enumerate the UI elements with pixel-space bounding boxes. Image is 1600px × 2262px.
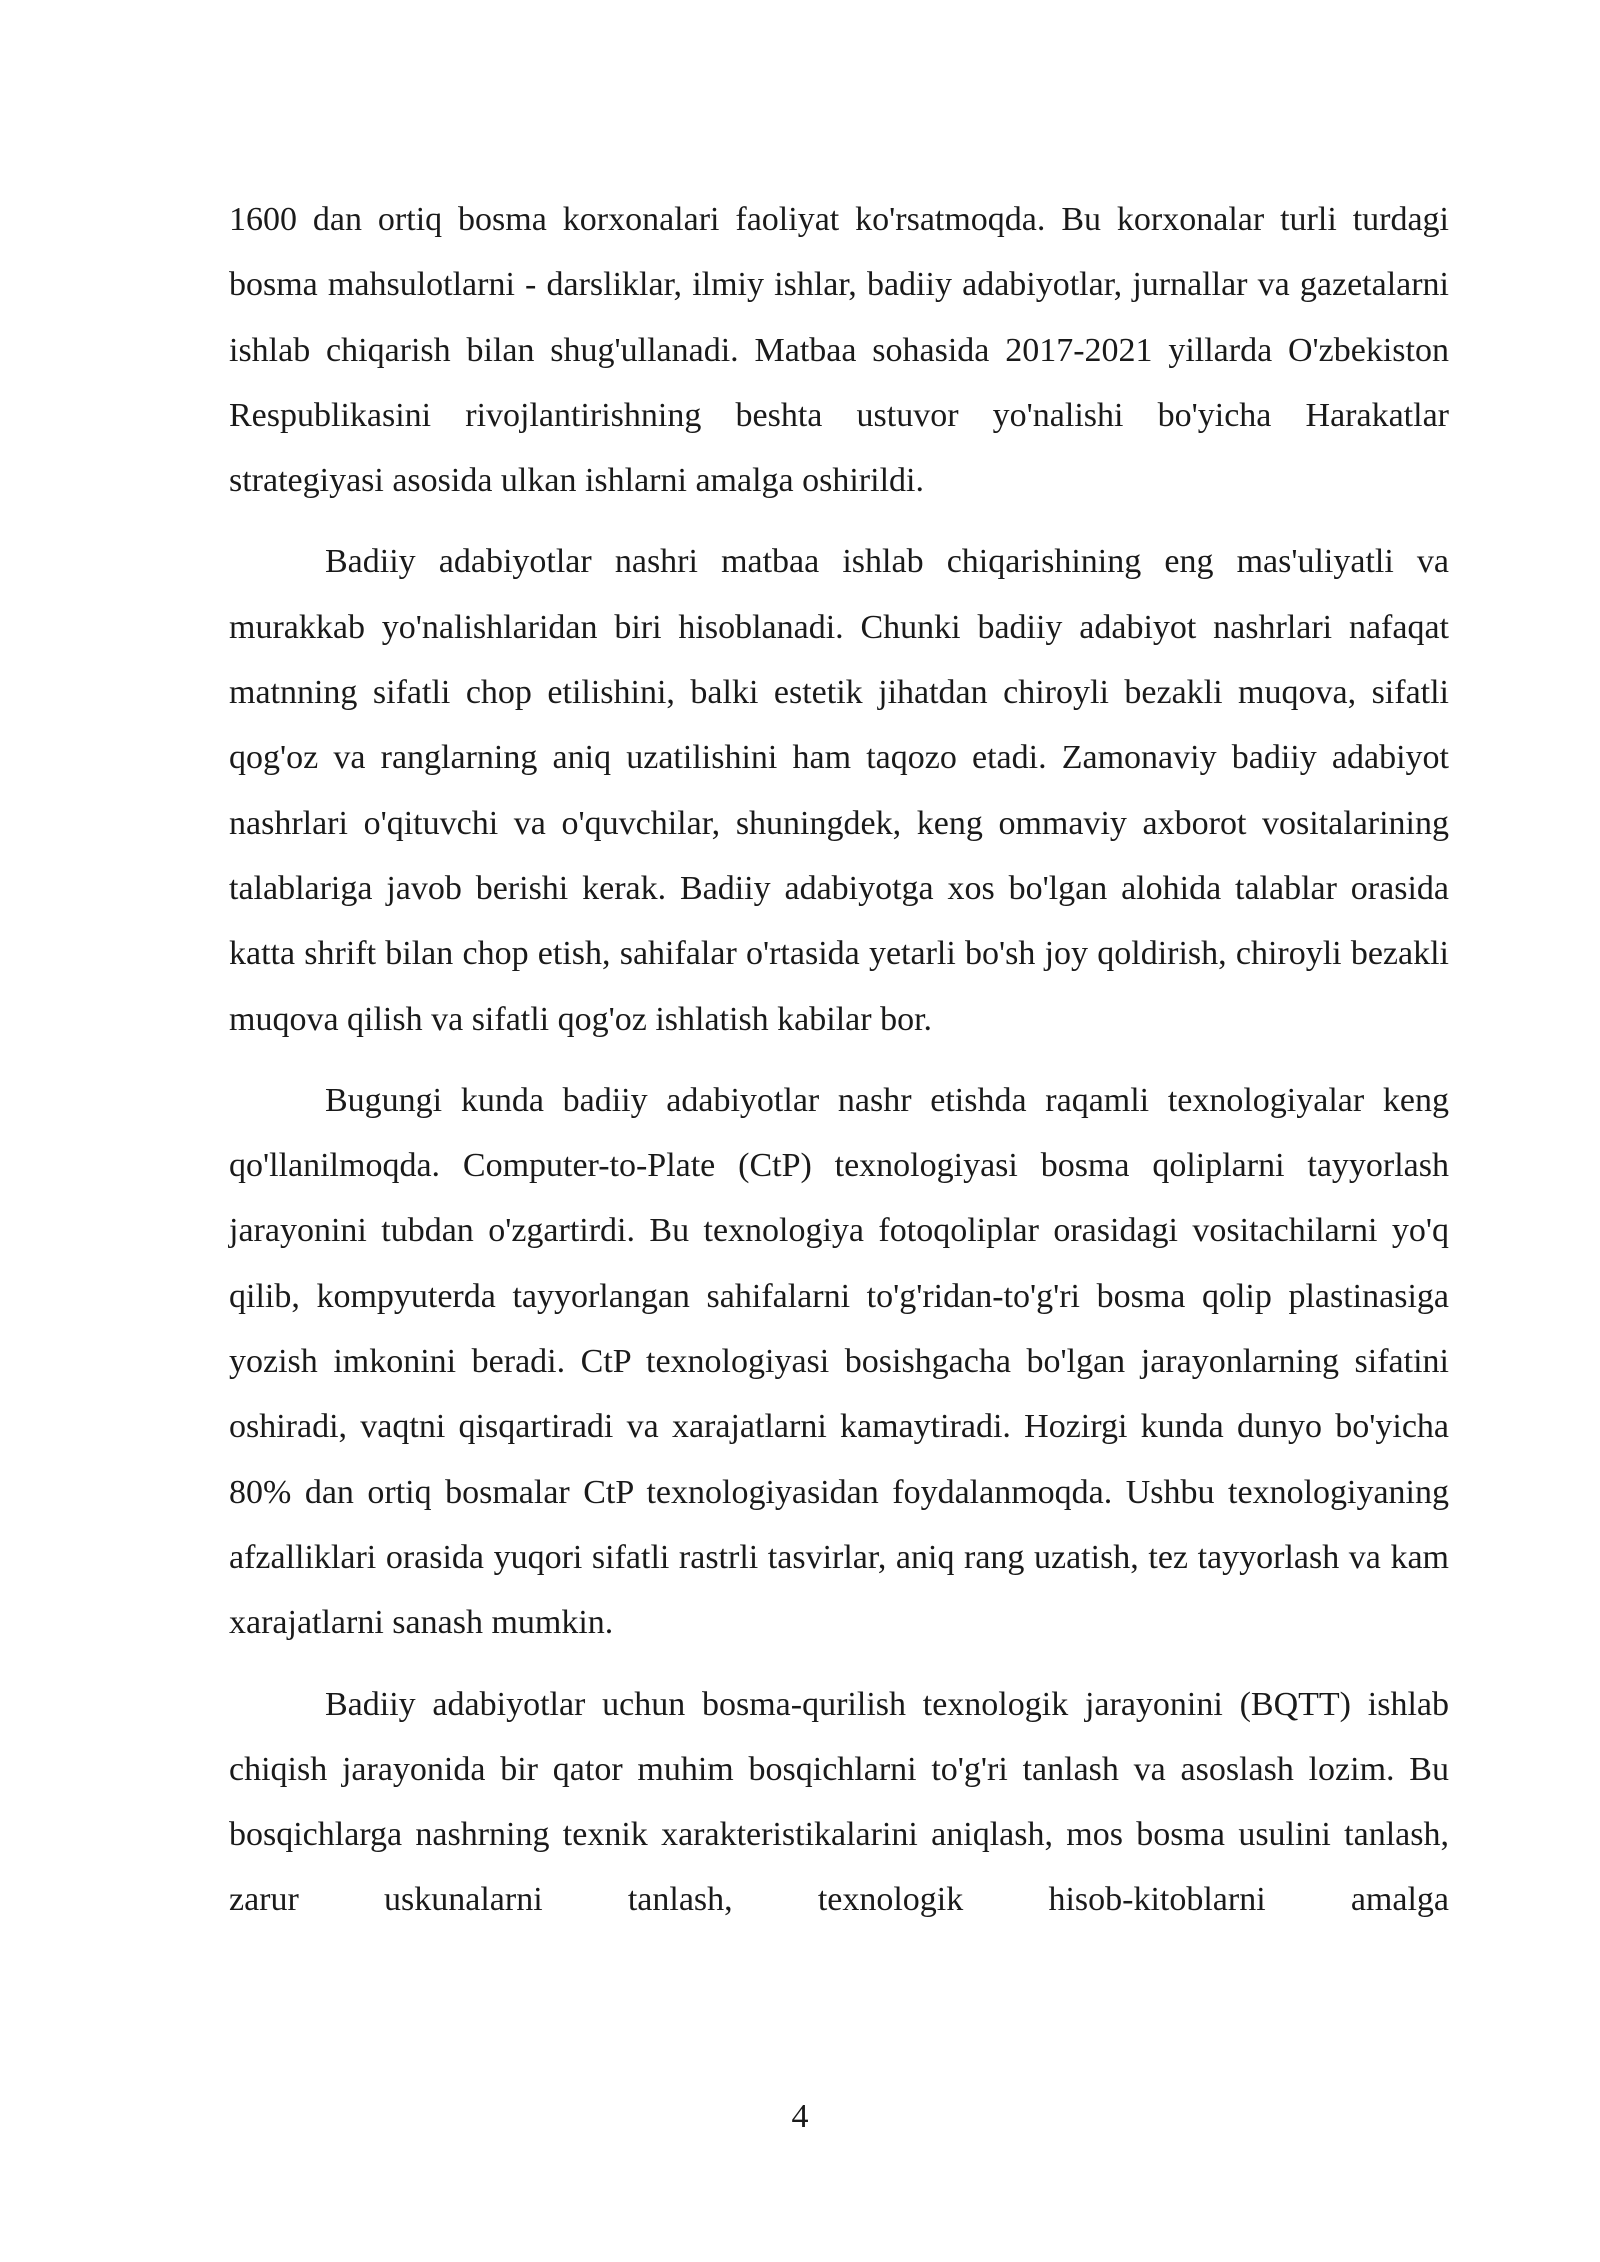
paragraph-3: Bugungi kunda badiiy adabiyotlar nashr etishda raqamli texnologiyalar keng qo'llanilmoqda. Computer-to-Plate (CtP) texnologiyasi bosma qoliplarni tayyorlash jarayonini tubdan o'zgartirdi. Bu texnologiya fotoqoliplar orasidagi vositachilarni yo'q qilib, kompyuterda tayyorlangan sahifalarni to'g'ridan-to'g'ri bosma qolip plastinasiga yozish imkonini beradi. CtP texnologiyasi bosishgacha bo'lgan jarayonlarning sifatini oshiradi, vaqtni qisqartiradi va xarajatlarni kamaytiradi. Hozirgi kunda dunyo bo'yicha 80% dan ortiq bosmalar CtP texnologiyasidan foydalanmoqda. Ushbu texnologiyaning afzalliklari orasida yuqori sifatli rastrli tasvirlar, aniq rang uzatish, tez tayyorlash va kam xarajatlarni sanash mumkin. [229,1081,1449,1642]
body-text [229,187,1449,1949]
paragraph-1: 1600 dan ortiq bosma korxonalari faoliyat ko'rsatmoqda. Bu korxonalar turli turdagi bosma mahsulotlarni - darsliklar, ilmiy ishlar, badiiy adabiyotlar, jurnallar va gazetalarni ishlab chiqarish bilan shug'ullanadi. Matbaa sohasida 2017-2021 yillarda O'zbekiston Respublikasini rivojlantirishning beshta ustuvor yo'nalishi bo'yicha Harakatlar strategiyasi asosida ulkan ishlarni amalga oshirildi. [229,201,1449,500]
page-number: 4 [791,2098,809,2135]
paragraph-4: Badiiy adabiyotlar uchun bosma-qurilish texnologik jarayonini (BQTT) ishlab chiqish jarayonida bir qator muhim bosqichlarni to'g'ri tanlash va asoslash lozim. Bu bosqichlarga nashrning texnik xarakteristikalarini aniqlash, mos bosma usulini tanlash, zarur uskunalarni tanlash, texnologik hisob-kitoblarni amalga [229,1685,1449,1919]
paragraph-2: Badiiy adabiyotlar nashri matbaa ishlab chiqarishining eng mas'uliyatli va murakkab yo'nalishlaridan biri hisoblanadi. Chunki badiiy adabiyot nashrlari nafaqat matnning sifatli chop etilishini, balki estetik jihatdan chiroyli bezakli muqova, sifatli qog'oz va ranglarning aniq uzatilishini ham taqozo etadi. Zamonaviy badiiy adabiyot nashrlari o'qituvchi va o'quvchilar, shuningdek, keng ommaviy axborot vositalarining talablariga javob berishi kerak. Badiiy adabiyotga xos bo'lgan alohida talablar orasida katta shrift bilan chop etish, sahifalar o'rtasida yetarli bo'sh joy qoldirish, chiroyli bezakli muqova qilish va sifatli qog'oz ishlatish kabilar bor. [229,543,1449,1038]
